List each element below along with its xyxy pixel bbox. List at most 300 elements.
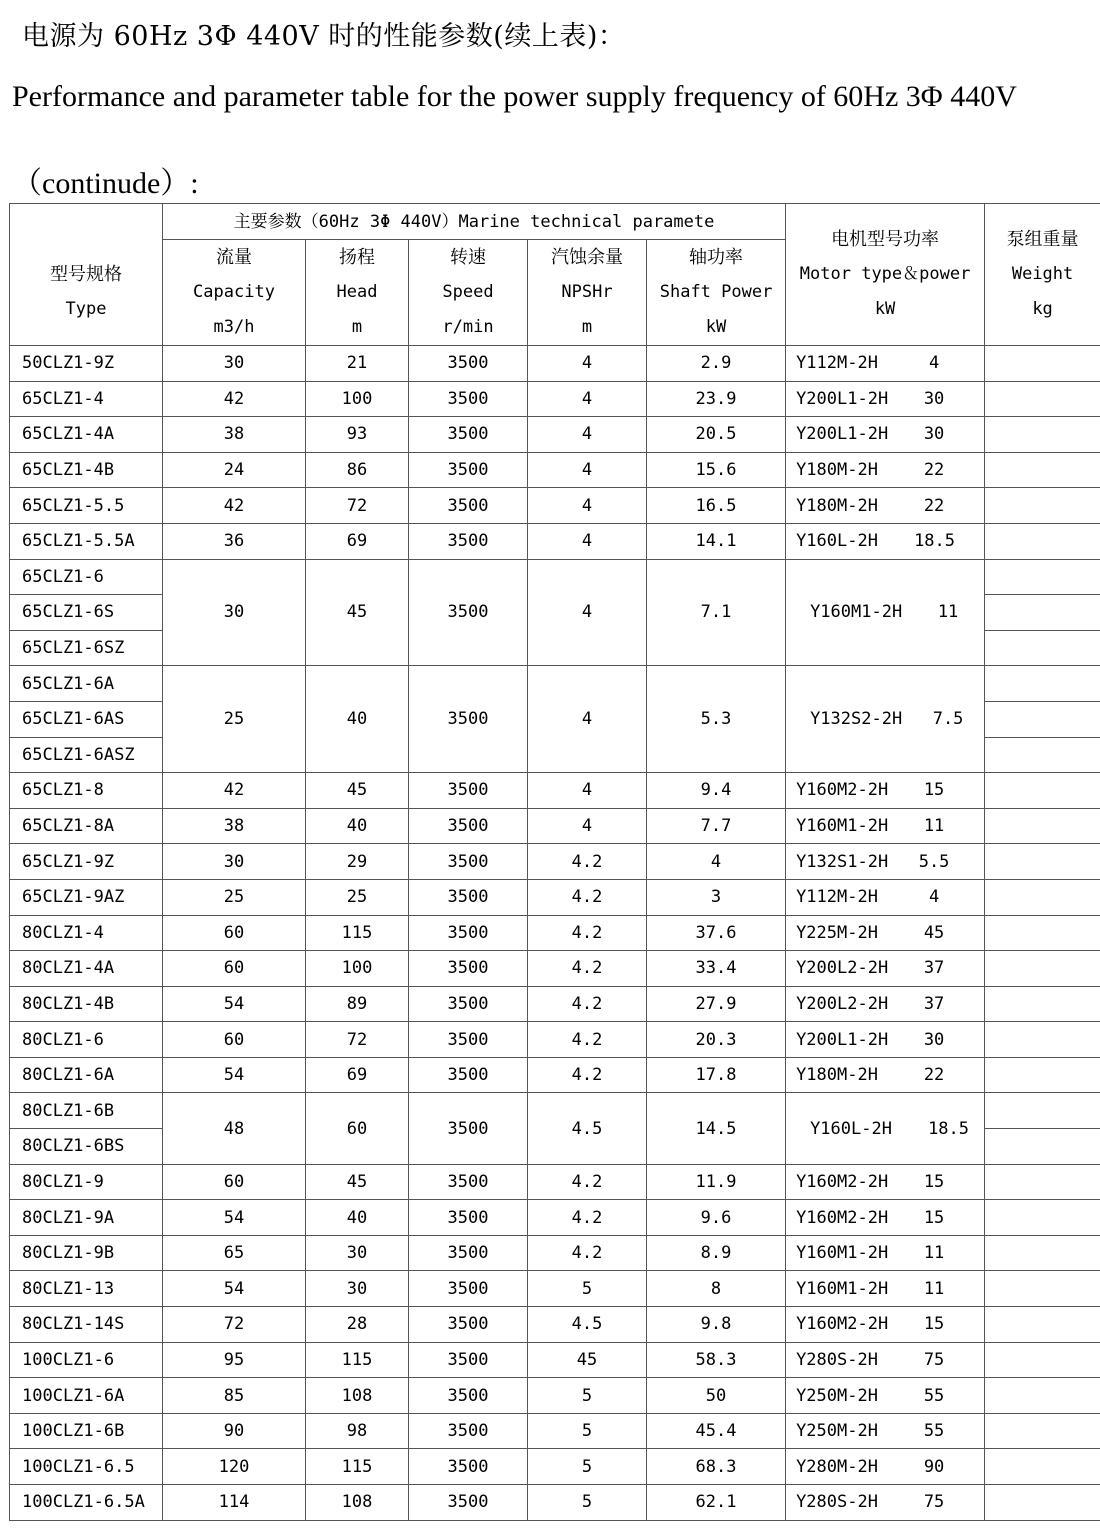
cell-head: 69 [306, 1057, 409, 1093]
cell-type: 80CLZ1-13 [10, 1271, 163, 1307]
motor-type: Y132S1-2H [796, 851, 889, 872]
motor-power: 75 [923, 1349, 945, 1370]
cell-type: 65CLZ1-9Z [10, 844, 163, 880]
header-speed: 转速 Speed r/min [409, 240, 528, 346]
motor-type: Y200L1-2H [796, 424, 889, 445]
table-row [10, 346, 1100, 382]
cell-motor [786, 1342, 985, 1378]
table-row [10, 488, 1100, 524]
cell-npshr: 4 [528, 523, 647, 559]
cell-npshr: 4.2 [528, 915, 647, 951]
motor-power: 15 [923, 780, 945, 801]
motor-type: Y160M1-2H [796, 1243, 889, 1264]
cell-shaft-power: 15.6 [647, 452, 786, 488]
cell-shaft-power: 3 [647, 879, 786, 915]
cell-shaft-power: 17.8 [647, 1057, 786, 1093]
cell-weight [985, 666, 1100, 702]
table-row [10, 1449, 1100, 1485]
cell-npshr: 5 [528, 1449, 647, 1485]
cell-motor [786, 488, 985, 524]
cell-type: 65CLZ1-6A [10, 666, 163, 702]
cell-head: 89 [306, 986, 409, 1022]
motor-power: 22 [923, 1065, 945, 1086]
cell-type: 65CLZ1-4 [10, 381, 163, 417]
page-title-cn: 电源为 60Hz 3Φ 440V 时的性能参数(续上表)： [22, 21, 626, 52]
cell-type: 80CLZ1-6B [10, 1093, 163, 1129]
cell-motor [786, 523, 985, 559]
motor-type: Y200L1-2H [796, 1029, 889, 1050]
cell-motor [786, 1485, 985, 1521]
cell-npshr: 4 [528, 488, 647, 524]
table-row [10, 1378, 1100, 1414]
table-row [10, 452, 1100, 488]
motor-type: Y160M2-2H [796, 1171, 889, 1192]
cell-capacity: 30 [163, 559, 306, 666]
cell-head: 108 [306, 1485, 409, 1521]
cell-motor [786, 1271, 985, 1307]
cell-weight [985, 808, 1100, 844]
cell-weight [985, 701, 1100, 737]
motor-power: 45 [923, 922, 945, 943]
cell-speed: 3500 [409, 1449, 528, 1485]
cell-head: 45 [306, 1164, 409, 1200]
cell-shaft-power: 2.9 [647, 346, 786, 382]
table-row [10, 986, 1100, 1022]
cell-capacity: 36 [163, 523, 306, 559]
cell-shaft-power: 20.5 [647, 417, 786, 453]
cell-motor [786, 666, 985, 773]
cell-shaft-power: 7.1 [647, 559, 786, 666]
cell-capacity: 90 [163, 1413, 306, 1449]
cell-shaft-power: 33.4 [647, 951, 786, 987]
table-row [10, 1093, 1100, 1129]
cell-type: 65CLZ1-5.5 [10, 488, 163, 524]
cell-weight [985, 1485, 1100, 1521]
cell-capacity: 54 [163, 986, 306, 1022]
cell-shaft-power: 27.9 [647, 986, 786, 1022]
header-type: 型号规格 Type [10, 204, 163, 346]
cell-capacity: 25 [163, 879, 306, 915]
cell-shaft-power: 7.7 [647, 808, 786, 844]
cell-shaft-power: 58.3 [647, 1342, 786, 1378]
cell-shaft-power: 16.5 [647, 488, 786, 524]
table-row [10, 381, 1100, 417]
cell-type: 65CLZ1-6S [10, 595, 163, 631]
cell-npshr: 5 [528, 1413, 647, 1449]
cell-motor [786, 1200, 985, 1236]
cell-head: 108 [306, 1378, 409, 1414]
cell-shaft-power: 9.4 [647, 773, 786, 809]
cell-weight [985, 346, 1100, 382]
cell-weight [985, 1378, 1100, 1414]
cell-capacity: 60 [163, 915, 306, 951]
cell-capacity: 30 [163, 844, 306, 880]
cell-motor [786, 1449, 985, 1485]
motor-type: Y280M-2H [796, 1456, 878, 1477]
cell-head: 86 [306, 452, 409, 488]
cell-shaft-power: 8 [647, 1271, 786, 1307]
cell-capacity: 42 [163, 773, 306, 809]
motor-power: 55 [923, 1385, 945, 1406]
cell-motor [786, 559, 985, 666]
motor-power: 75 [923, 1492, 945, 1513]
cell-head: 93 [306, 417, 409, 453]
cell-head: 60 [306, 1093, 409, 1164]
cell-weight [985, 630, 1100, 666]
motor-power: 15 [923, 1207, 945, 1228]
cell-head: 45 [306, 559, 409, 666]
cell-shaft-power: 5.3 [647, 666, 786, 773]
cell-motor [786, 879, 985, 915]
motor-type: Y250M-2H [796, 1421, 878, 1442]
cell-motor [786, 381, 985, 417]
cell-npshr: 4 [528, 808, 647, 844]
motor-power: 22 [923, 460, 945, 481]
cell-type: 100CLZ1-6 [10, 1342, 163, 1378]
cell-speed: 3500 [409, 381, 528, 417]
cell-motor [786, 1235, 985, 1271]
table-body [10, 346, 1100, 1521]
cell-weight [985, 1129, 1100, 1165]
motor-power: 30 [923, 424, 945, 445]
cell-weight [985, 1200, 1100, 1236]
cell-motor [786, 808, 985, 844]
cell-shaft-power: 8.9 [647, 1235, 786, 1271]
cell-type: 65CLZ1-8 [10, 773, 163, 809]
cell-capacity: 38 [163, 808, 306, 844]
cell-weight [985, 1235, 1100, 1271]
cell-capacity: 42 [163, 381, 306, 417]
cell-npshr: 5 [528, 1485, 647, 1521]
cell-speed: 3500 [409, 452, 528, 488]
cell-speed: 3500 [409, 1413, 528, 1449]
table-row [10, 1271, 1100, 1307]
cell-motor [786, 1093, 985, 1164]
cell-weight [985, 559, 1100, 595]
cell-speed: 3500 [409, 808, 528, 844]
cell-npshr: 4 [528, 417, 647, 453]
motor-type: Y160M1-2H [796, 816, 889, 837]
motor-power: 11 [923, 1243, 945, 1264]
cell-npshr: 5 [528, 1271, 647, 1307]
table-row [10, 523, 1100, 559]
cell-speed: 3500 [409, 951, 528, 987]
cell-weight [985, 1057, 1100, 1093]
cell-type: 80CLZ1-4 [10, 915, 163, 951]
table-row [10, 1413, 1100, 1449]
cell-npshr: 4.2 [528, 879, 647, 915]
cell-npshr: 4.5 [528, 1307, 647, 1343]
cell-motor [786, 1164, 985, 1200]
cell-weight [985, 488, 1100, 524]
cell-speed: 3500 [409, 773, 528, 809]
motor-power: 5.5 [918, 851, 950, 872]
cell-head: 28 [306, 1307, 409, 1343]
motor-power: 7.5 [932, 709, 964, 730]
cell-speed: 3500 [409, 1200, 528, 1236]
cell-capacity: 38 [163, 417, 306, 453]
cell-weight [985, 381, 1100, 417]
table-row [10, 1164, 1100, 1200]
cell-motor [786, 1057, 985, 1093]
table-row [10, 1307, 1100, 1343]
cell-head: 25 [306, 879, 409, 915]
cell-npshr: 4.2 [528, 1200, 647, 1236]
table-row [10, 559, 1100, 595]
motor-power: 4 [928, 887, 940, 908]
cell-type: 80CLZ1-4A [10, 951, 163, 987]
cell-motor [786, 986, 985, 1022]
performance-table [9, 203, 1100, 1521]
cell-head: 30 [306, 1271, 409, 1307]
motor-type: Y112M-2H [796, 887, 878, 908]
cell-motor [786, 1307, 985, 1343]
cell-capacity: 65 [163, 1235, 306, 1271]
cell-motor [786, 773, 985, 809]
cell-capacity: 60 [163, 1022, 306, 1058]
cell-weight [985, 879, 1100, 915]
cell-npshr: 4.2 [528, 1022, 647, 1058]
motor-power: 15 [923, 1171, 945, 1192]
cell-weight [985, 1342, 1100, 1378]
motor-type: Y180M-2H [796, 495, 878, 516]
cell-motor [786, 1022, 985, 1058]
cell-weight [985, 1307, 1100, 1343]
cell-speed: 3500 [409, 1022, 528, 1058]
page-title-en-continued: （continude）: [12, 167, 199, 200]
table-row [10, 417, 1100, 453]
cell-capacity: 114 [163, 1485, 306, 1521]
table-row [10, 844, 1100, 880]
cell-weight [985, 1271, 1100, 1307]
table-row [10, 773, 1100, 809]
cell-npshr: 45 [528, 1342, 647, 1378]
motor-type: Y160M1-2H [810, 602, 903, 623]
table-row [10, 1022, 1100, 1058]
cell-weight [985, 417, 1100, 453]
motor-power: 37 [923, 993, 945, 1014]
cell-type: 65CLZ1-4A [10, 417, 163, 453]
cell-speed: 3500 [409, 488, 528, 524]
cell-shaft-power: 37.6 [647, 915, 786, 951]
motor-power: 30 [923, 388, 945, 409]
cell-head: 115 [306, 1449, 409, 1485]
cell-motor [786, 915, 985, 951]
motor-type: Y160M1-2H [796, 1278, 889, 1299]
motor-type: Y200L1-2H [796, 388, 889, 409]
cell-shaft-power: 11.9 [647, 1164, 786, 1200]
cell-speed: 3500 [409, 666, 528, 773]
cell-type: 80CLZ1-4B [10, 986, 163, 1022]
motor-type: Y280S-2H [796, 1349, 878, 1370]
motor-power: 18.5 [928, 1118, 970, 1139]
cell-npshr: 4 [528, 666, 647, 773]
table-row [10, 1235, 1100, 1271]
motor-power: 18.5 [914, 531, 956, 552]
cell-type: 100CLZ1-6.5A [10, 1485, 163, 1521]
cell-head: 45 [306, 773, 409, 809]
cell-motor [786, 1413, 985, 1449]
cell-weight [985, 986, 1100, 1022]
cell-head: 100 [306, 381, 409, 417]
cell-capacity: 48 [163, 1093, 306, 1164]
cell-shaft-power: 9.8 [647, 1307, 786, 1343]
cell-speed: 3500 [409, 1342, 528, 1378]
header-group: 主要参数（60Hz 3Φ 440V）Marine technical paramete [163, 204, 786, 240]
cell-npshr: 4 [528, 381, 647, 417]
cell-capacity: 54 [163, 1200, 306, 1236]
cell-type: 65CLZ1-6ASZ [10, 737, 163, 773]
cell-type: 80CLZ1-9B [10, 1235, 163, 1271]
cell-motor [786, 346, 985, 382]
cell-shaft-power: 14.5 [647, 1093, 786, 1164]
cell-weight [985, 1022, 1100, 1058]
cell-type: 65CLZ1-4B [10, 452, 163, 488]
motor-type: Y160L-2H [810, 1118, 892, 1139]
cell-speed: 3500 [409, 879, 528, 915]
cell-head: 21 [306, 346, 409, 382]
cell-motor [786, 951, 985, 987]
cell-npshr: 4.2 [528, 986, 647, 1022]
cell-capacity: 30 [163, 346, 306, 382]
table-row [10, 1342, 1100, 1378]
cell-capacity: 120 [163, 1449, 306, 1485]
cell-npshr: 4.2 [528, 1057, 647, 1093]
cell-speed: 3500 [409, 1235, 528, 1271]
cell-npshr: 4.2 [528, 951, 647, 987]
cell-speed: 3500 [409, 1378, 528, 1414]
cell-npshr: 4.2 [528, 1164, 647, 1200]
motor-type: Y132S2-2H [810, 709, 903, 730]
cell-head: 72 [306, 1022, 409, 1058]
header-motor: 电机型号功率 Motor type＆power kW [786, 204, 985, 346]
cell-capacity: 25 [163, 666, 306, 773]
motor-power: 22 [923, 495, 945, 516]
motor-type: Y180M-2H [796, 1065, 878, 1086]
motor-type: Y280S-2H [796, 1492, 878, 1513]
cell-npshr: 5 [528, 1378, 647, 1414]
cell-npshr: 4.2 [528, 844, 647, 880]
cell-speed: 3500 [409, 1485, 528, 1521]
cell-type: 80CLZ1-14S [10, 1307, 163, 1343]
cell-type: 65CLZ1-9AZ [10, 879, 163, 915]
table-row [10, 808, 1100, 844]
motor-type: Y112M-2H [796, 353, 878, 374]
table-row [10, 951, 1100, 987]
cell-type: 100CLZ1-6B [10, 1413, 163, 1449]
cell-speed: 3500 [409, 1307, 528, 1343]
cell-head: 40 [306, 666, 409, 773]
cell-head: 100 [306, 951, 409, 987]
cell-type: 65CLZ1-8A [10, 808, 163, 844]
cell-type: 50CLZ1-9Z [10, 346, 163, 382]
header-npshr: 汽蚀余量 NPSHr m [528, 240, 647, 346]
cell-weight [985, 595, 1100, 631]
table-row [10, 915, 1100, 951]
motor-power: 90 [923, 1456, 945, 1477]
cell-type: 80CLZ1-6 [10, 1022, 163, 1058]
motor-type: Y160M2-2H [796, 780, 889, 801]
cell-capacity: 85 [163, 1378, 306, 1414]
cell-weight [985, 1449, 1100, 1485]
cell-head: 29 [306, 844, 409, 880]
cell-motor [786, 844, 985, 880]
cell-motor [786, 417, 985, 453]
cell-speed: 3500 [409, 1093, 528, 1164]
cell-capacity: 60 [163, 951, 306, 987]
cell-shaft-power: 4 [647, 844, 786, 880]
table-row [10, 1485, 1100, 1521]
cell-type: 65CLZ1-6AS [10, 701, 163, 737]
cell-npshr: 4 [528, 452, 647, 488]
cell-shaft-power: 9.6 [647, 1200, 786, 1236]
cell-shaft-power: 14.1 [647, 523, 786, 559]
cell-weight [985, 915, 1100, 951]
cell-shaft-power: 45.4 [647, 1413, 786, 1449]
cell-speed: 3500 [409, 346, 528, 382]
cell-capacity: 54 [163, 1271, 306, 1307]
motor-type: Y200L2-2H [796, 993, 889, 1014]
cell-motor [786, 1378, 985, 1414]
cell-capacity: 24 [163, 452, 306, 488]
cell-type: 65CLZ1-6SZ [10, 630, 163, 666]
cell-capacity: 72 [163, 1307, 306, 1343]
motor-type: Y160M2-2H [796, 1314, 889, 1335]
cell-npshr: 4.5 [528, 1093, 647, 1164]
cell-weight [985, 773, 1100, 809]
motor-power: 11 [923, 816, 945, 837]
cell-shaft-power: 68.3 [647, 1449, 786, 1485]
cell-head: 115 [306, 915, 409, 951]
cell-speed: 3500 [409, 844, 528, 880]
header-capacity: 流量 Capacity m3/h [163, 240, 306, 346]
motor-type: Y250M-2H [796, 1385, 878, 1406]
cell-type: 80CLZ1-9 [10, 1164, 163, 1200]
cell-type: 100CLZ1-6A [10, 1378, 163, 1414]
cell-speed: 3500 [409, 986, 528, 1022]
cell-head: 40 [306, 808, 409, 844]
cell-shaft-power: 50 [647, 1378, 786, 1414]
motor-type: Y180M-2H [796, 460, 878, 481]
cell-shaft-power: 62.1 [647, 1485, 786, 1521]
cell-type: 65CLZ1-5.5A [10, 523, 163, 559]
motor-power: 15 [923, 1314, 945, 1335]
cell-head: 40 [306, 1200, 409, 1236]
cell-weight [985, 737, 1100, 773]
cell-type: 65CLZ1-6 [10, 559, 163, 595]
cell-weight [985, 1093, 1100, 1129]
cell-type: 100CLZ1-6.5 [10, 1449, 163, 1485]
motor-power: 4 [928, 353, 940, 374]
motor-type: Y225M-2H [796, 922, 878, 943]
motor-power: 37 [923, 958, 945, 979]
cell-head: 72 [306, 488, 409, 524]
header-weight: 泵组重量 Weight kg [985, 204, 1100, 346]
cell-shaft-power: 23.9 [647, 381, 786, 417]
table-row [10, 1200, 1100, 1236]
cell-capacity: 60 [163, 1164, 306, 1200]
motor-type: Y200L2-2H [796, 958, 889, 979]
motor-power: 55 [923, 1421, 945, 1442]
header-shaft-power: 轴功率 Shaft Power kW [647, 240, 786, 346]
cell-speed: 3500 [409, 1164, 528, 1200]
cell-npshr: 4 [528, 346, 647, 382]
motor-type: Y160L-2H [796, 531, 878, 552]
cell-weight [985, 523, 1100, 559]
cell-head: 30 [306, 1235, 409, 1271]
cell-speed: 3500 [409, 1271, 528, 1307]
cell-head: 69 [306, 523, 409, 559]
